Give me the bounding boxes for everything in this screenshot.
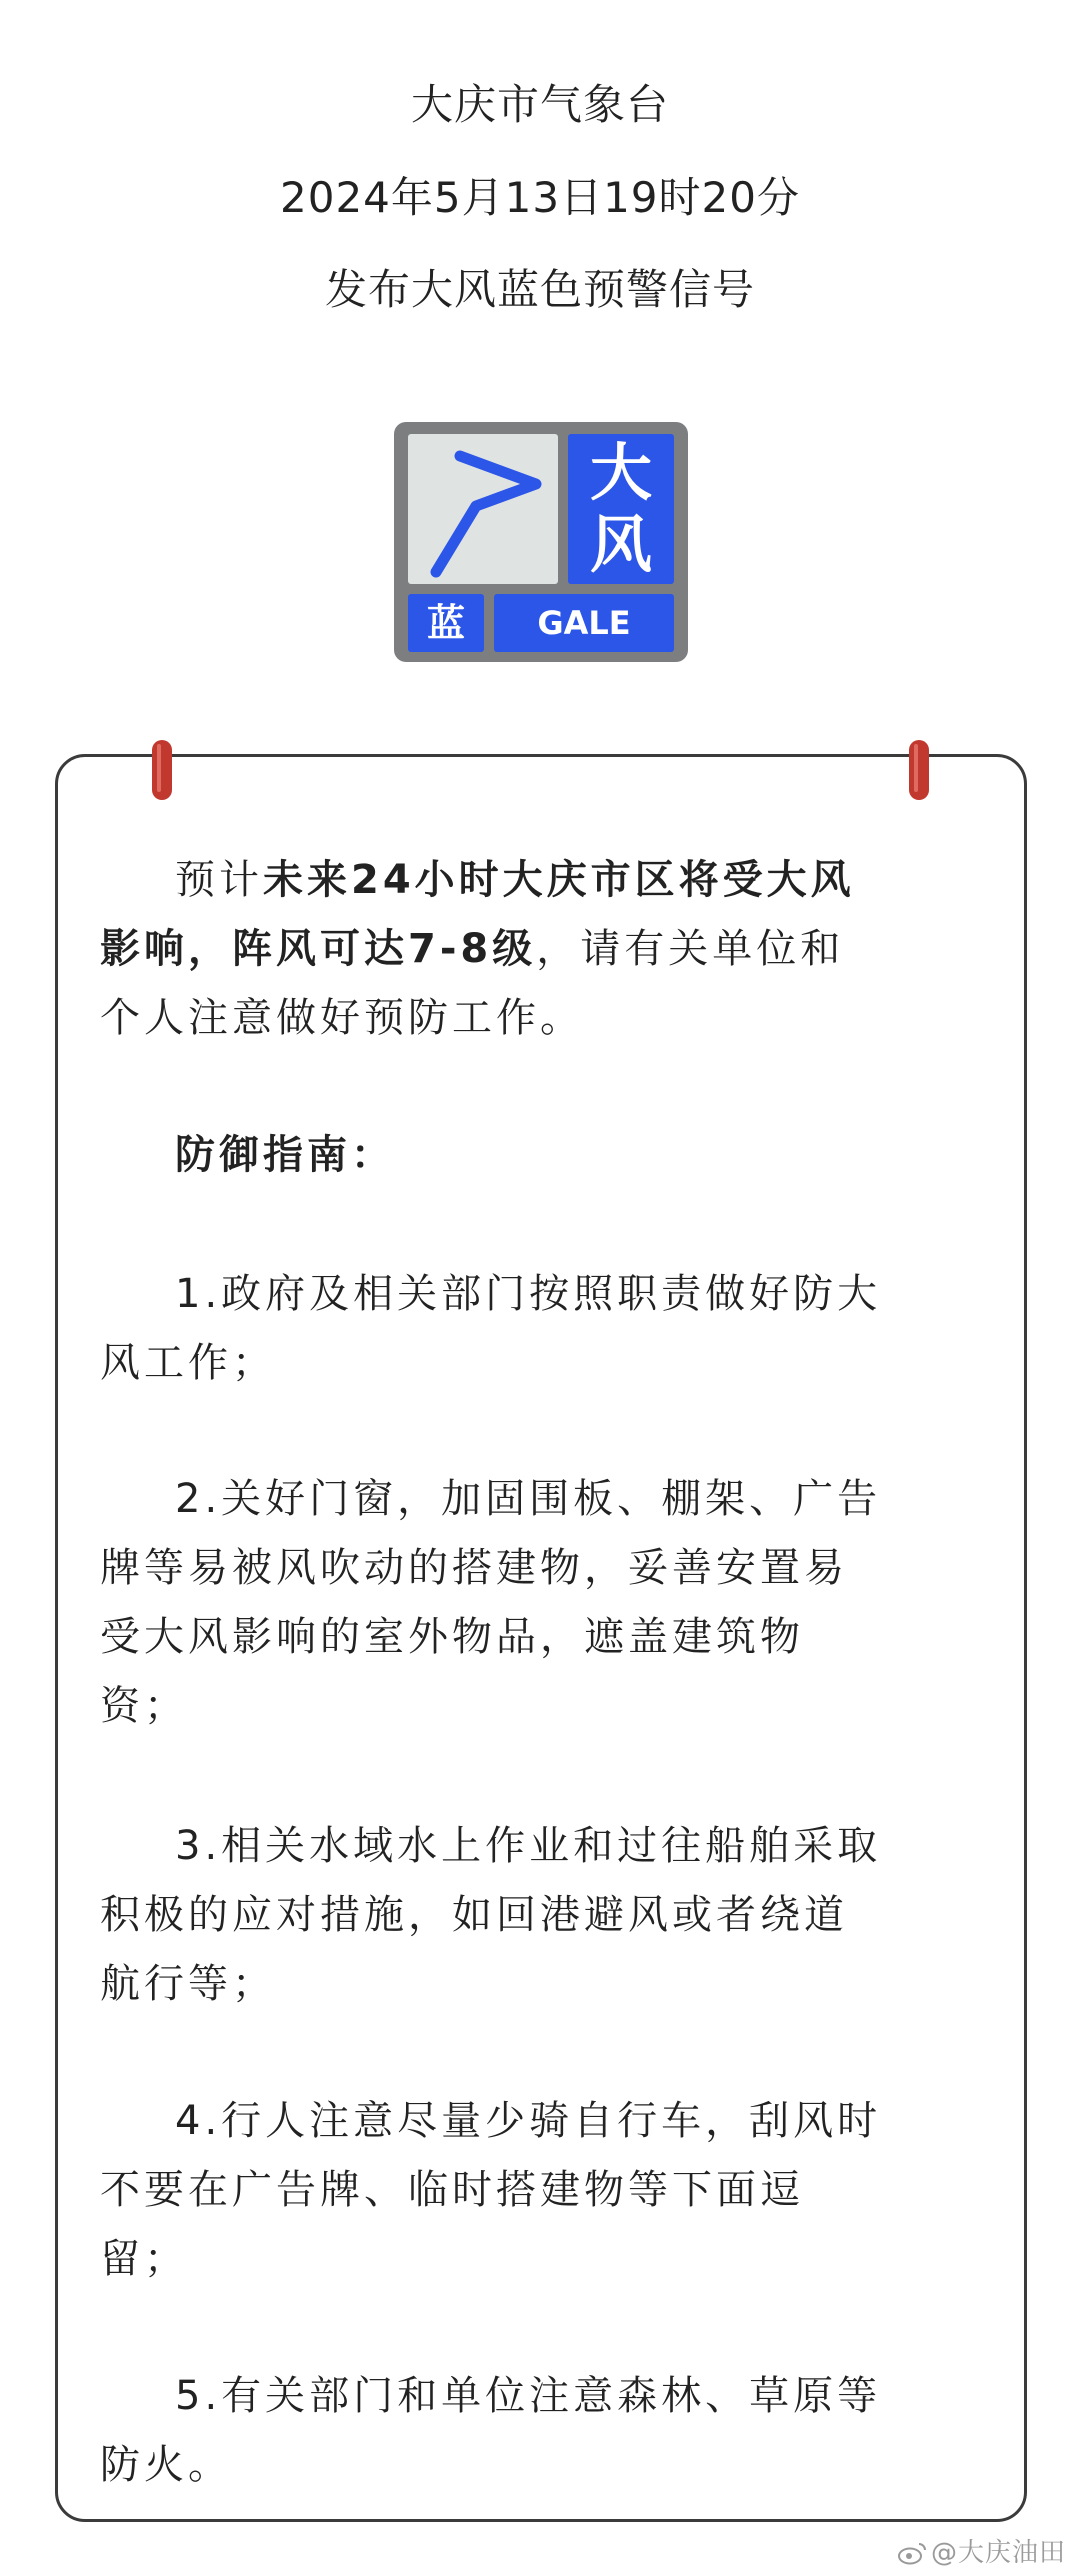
guide-item: 5.有关部门和单位注意森林、草原等 防火。 xyxy=(100,2373,882,2488)
source-watermark: @大庆油田 xyxy=(897,2532,1066,2569)
intro-paragraph: 预计未来24小时大庆市区将受大风 影响，阵风可达7-8级，请有关单位和 个人注意做好预防工作。 xyxy=(100,857,855,1041)
english-hazard-label: GALE xyxy=(494,594,674,652)
right-pin-icon xyxy=(906,738,932,802)
hazard-name: 大 风 xyxy=(568,434,674,584)
warning-title: 发布大风蓝色预警信号 xyxy=(324,265,755,314)
guide-item: 1.政府及相关部门按照职责做好防大 风工作； xyxy=(100,1271,882,1386)
guide-item: 3.相关水域水上作业和过往船舶采取 积极的应对措施，如回港避风或者绕道 航行等； xyxy=(100,1823,882,2007)
warning-level-label: 蓝 xyxy=(408,594,484,652)
left-pin-icon xyxy=(149,738,175,802)
guide-item: 4.行人注意尽量少骑自行车，刮风时 不要在广告牌、临时搭建物等下面逗 留； xyxy=(100,2098,882,2282)
guide-item: 2.关好门窗，加固围板、棚架、广告 牌等易被风吹动的搭建物，妥善安置易 受大风影响的室外物品，遮盖建筑物 资； xyxy=(100,1476,882,1729)
gale-warning-badge xyxy=(394,422,688,662)
wind-flag-icon xyxy=(408,434,558,584)
weibo-icon xyxy=(897,2541,927,2565)
issuer-title: 大庆市气象台 xyxy=(410,80,669,129)
issue-datetime: 2024年5月13日19时20分 xyxy=(280,173,800,222)
guide-heading: 防御指南： xyxy=(175,1132,395,1178)
